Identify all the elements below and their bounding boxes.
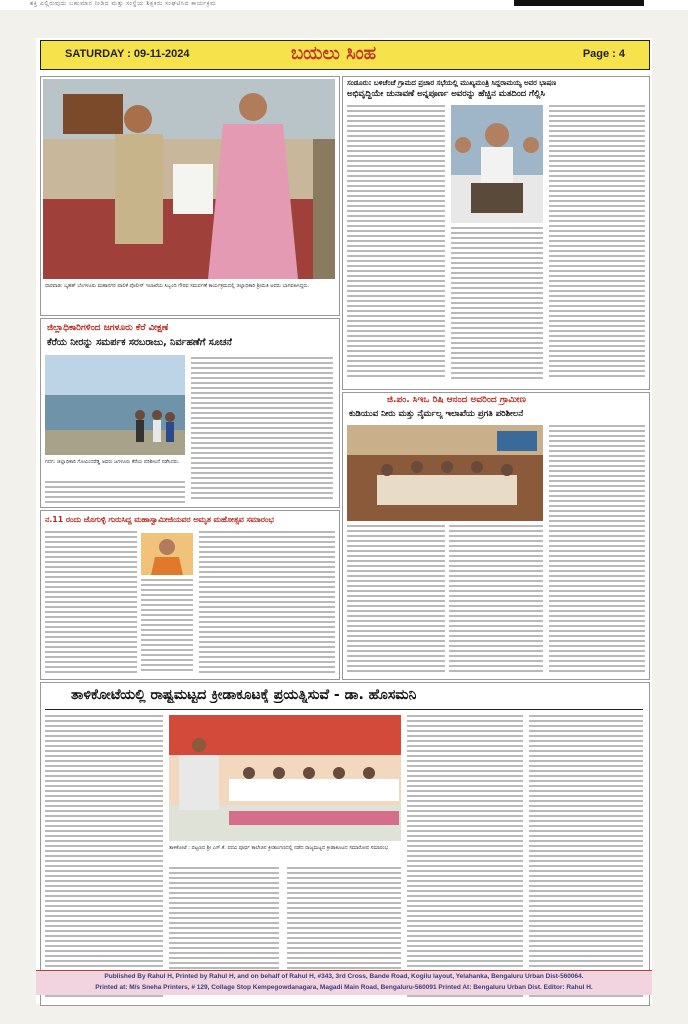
imprint-footer (36, 970, 652, 995)
newspaper-page (36, 38, 652, 1004)
photo-swamiji (141, 533, 193, 575)
guru-headline: ನ.11 ರಂದು ಜೊಗುಳ್ಳಿ ಗುರುಸಿದ್ದ ಮಹಾಸ್ವಾಮೀಜಿಯವರ ಅಮೃತ ಮಹೋತ್ಸವ ಸಮಾರಂಭ (45, 515, 274, 524)
imprint-line-1: Published By Rahul H, Printed by Rahul H, and on behalf of Rahul H, #343, 3rd Cross, Bande Road, Kogilu layout, Yelahanka, Bengaluru Urban Dist-560064. (104, 973, 584, 980)
zp-headline: ಜಿ.ಪಂ. ಸಿಇಒ ರಿಷಿ ಆನಂದ ಅವರಿಂದ ಗ್ರಾಮೀಣ (387, 395, 526, 405)
photo-officials (43, 79, 335, 279)
photo-cm-speech (451, 105, 543, 223)
sports-headline: ತಾಳಿಕೋಟೆಯಲ್ಲಿ ರಾಷ್ಟ್ರಮಟ್ಟದ ಕ್ರೀಡಾಕೂಟಕ್ಕೆ ಪ್ರಯತ್ನಿಸುವೆ - ಡಾ. ಹೊಸಮನಿ (71, 687, 417, 703)
article-guru-celebration (40, 510, 340, 680)
article-top-right (342, 76, 650, 390)
imprint-line-2: Printed at: M/s Sneha Printers, # 129, Collage Stop Kempegowdanagara, Magadi Main Road, Bengaluru-560091 Printed At: Bengaluru Urban Dist. Editor: Rahul H. (95, 984, 593, 991)
lake-caption: ಗದಗ: ಜಿಲ್ಲಾಧಿಕಾರಿ ಗೋವಿಂದರೆಡ್ಡಿ ಅವರು ಜಗಳೂರು ಕೆರೆಯ ಪರಿಶೀಲನೆ ನಡೆಸಿದರು. (45, 459, 180, 465)
article-sports (40, 682, 650, 1006)
top-right-col1 (347, 105, 445, 385)
sports-rule (45, 709, 643, 710)
article-lake-visit (40, 318, 340, 508)
top-right-kicker: ಸಂಡೂರು: ಬಳಿಚೆಂಚೆ ಗ್ರಾಮದ ಪ್ರಚಾರ ಸಭೆಯಲ್ಲಿ ಮುಖ್ಯಮಂತ್ರಿ ಸಿದ್ದರಾಮಯ್ಯ ಅವರ ಭಾಷಣ (347, 79, 557, 87)
top-strip-bar (514, 0, 644, 6)
zp-col3 (549, 425, 645, 675)
top-strip-text: ಶಕ್ತಿ ಎಲ್ಲಿರುವುದು ಬಹುಮಾನ ನೀಡಿದ ಮತ್ತು ಸಂಸ್ಥೆಯ ಶಿಕ್ಷಕರು ಸಂಘಟಿಸಿದ ಕಾರ್ಯಕ್ರಮ (30, 0, 217, 7)
masthead (40, 40, 650, 70)
zp-col2 (449, 525, 543, 675)
sports-col1 (45, 715, 163, 1001)
top-right-col3 (549, 105, 645, 385)
guru-col3 (199, 531, 335, 675)
lake-headline-2: ಕೆರೆಯ ನೀರನ್ನು ಸಮರ್ಪಕ ಸರಬರಾಜು, ನಿರ್ವಹಣೆಗೆ ಸೂಚನೆ (47, 337, 232, 348)
guru-col2 (141, 579, 193, 675)
masthead-date: SATURDAY : 09-11-2024 (65, 48, 190, 60)
zp-col1 (347, 525, 445, 675)
sports-col5 (529, 715, 643, 1001)
article-top-left (40, 76, 340, 316)
lake-headline-1: ಜಿಲ್ಲಾಧಿಕಾರಿಗಳಿಂದ ಜಗಳೂರು ಕೆರೆ ವೀಕ್ಷಣೆ (47, 323, 169, 333)
photo-meeting (347, 425, 543, 521)
caption-top-left: ಧಾರವಾಡ: ಬೃಹತ್ ಬೆಂಗಳೂರು ಮಹಾನಗರ ಪಾಲಿಕೆ ಪೊಲೀಸ್ ಇಲಾಖೆಯ ಸಿಬ್ಬಂದಿ ಗೌರವ ಸಮರ್ಪಣೆ ಕಾರ್ಯಕ್ರಮದಲ್ಲಿ ಜಿಲ್ಲಾಧಿಕಾರಿ ಶ್ರೀಮತಿ ಅವರು ಭಾಗವಹಿಸಿದ್ದರು. (45, 283, 310, 289)
top-strip (0, 0, 688, 10)
masthead-title: ಬಯಲು ಸಿಂಹ (291, 43, 377, 64)
lake-text (191, 357, 333, 503)
photo-sports-stage (169, 715, 401, 841)
article-zp-review (342, 392, 650, 680)
photo-lake (45, 355, 185, 455)
zp-subheadline: ಕುಡಿಯುವ ನೀರು ಮತ್ತು ನೈರ್ಮಲ್ಯ ಇಲಾಖೆಯ ಪ್ರಗತಿ ಪರಿಶೀಲನೆ (349, 409, 524, 419)
lake-text-lower (45, 481, 185, 505)
top-right-col2 (451, 227, 543, 385)
masthead-page-number: Page : 4 (582, 48, 625, 60)
sports-caption: ತಾಳಿಕೋಟೆ : ಪಟ್ಟಣದ ಶ್ರೀ ಎಸ್.ಕೆ. ಪದವಿ ಪೂರ್ವ ಕಾಲೇಜಿನ ಕ್ರೀಡಾಂಗಣದಲ್ಲಿ ನಡೆದ ರಾಜ್ಯಮಟ್ಟದ ಕ್ರೀಡಾಕೂಟದ ಸಮಾರೋಪ ಸಮಾರಂಭ (169, 845, 389, 851)
guru-col1 (45, 531, 137, 675)
sports-col4 (407, 715, 523, 1001)
top-right-headline: ಅಭಿವೃದ್ಧಿಯೇ ಚುನಾವಣೆ ಅನ್ನಪೂರ್ಣ ಅವರನ್ನು ಹೆಚ್ಚಿನ ಮತದಿಂದ ಗೆಲ್ಲಿಸಿ (347, 89, 545, 99)
